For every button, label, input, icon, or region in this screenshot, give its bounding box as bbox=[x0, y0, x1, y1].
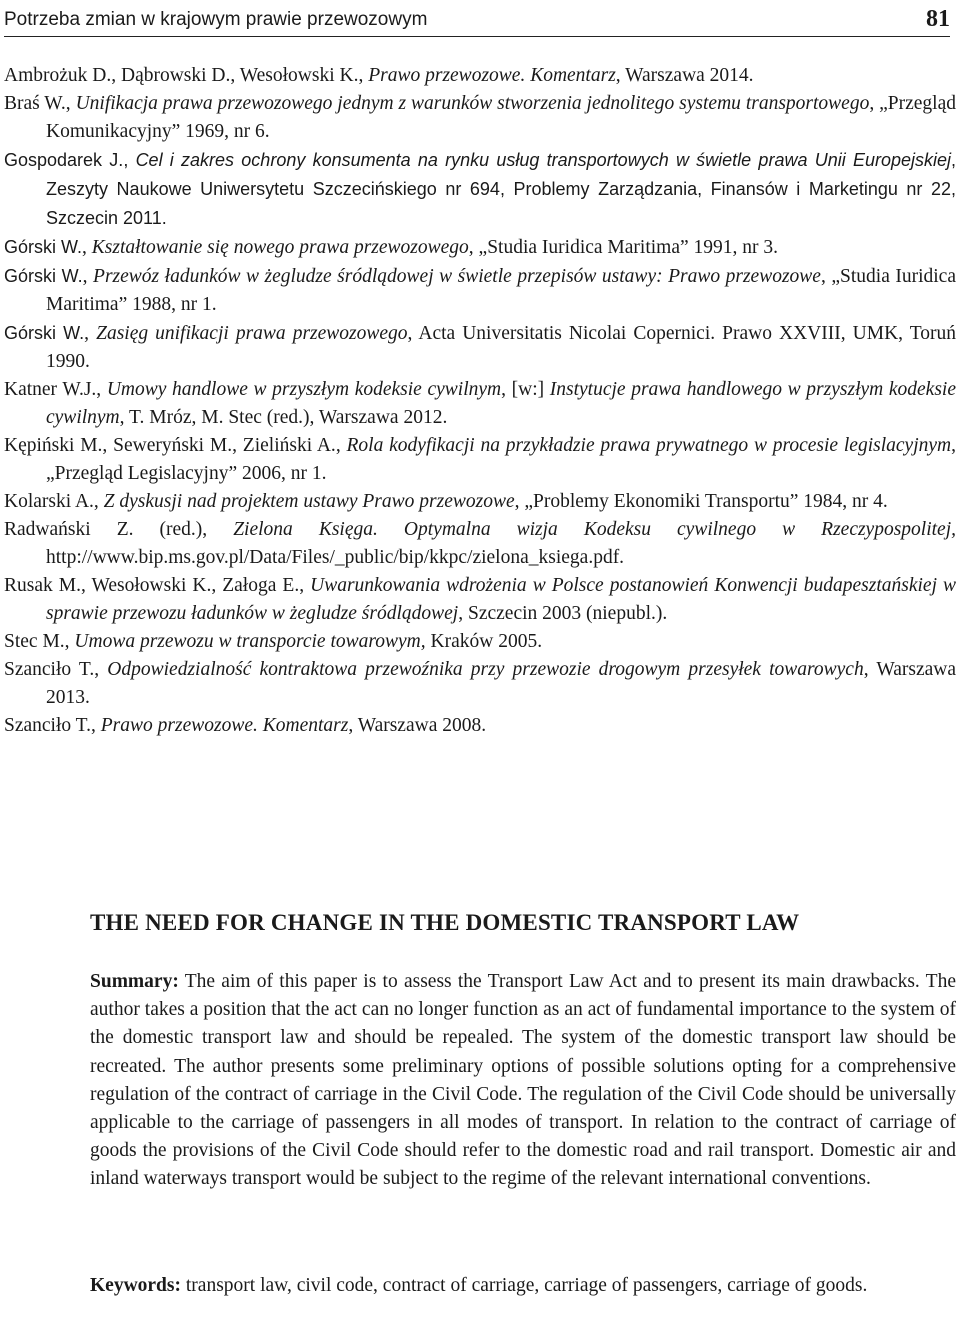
reference-item: Górski W., Zasięg unifikacji prawa przewozowego, Acta Universitatis Nicolai Copernici. Prawo XXVIII, UMK, Toruń 1990. bbox=[4, 323, 957, 372]
ref-author: Górski W. bbox=[4, 266, 83, 286]
reference-item: Gospodarek J., Cel i zakres ochrony konsumenta na rynku usług transportowych w świetle prawa Unii Europejskiej, Zeszyty Naukowe Uniwersytetu Szczecińskiego nr 694, Problemy Zarządzania, Finansów i Marketingu nr 22, Szczecin 2011. bbox=[4, 150, 957, 228]
reference-item: Stec M., Umowa przewozu w transporcie towarowym, Kraków 2005. bbox=[4, 631, 543, 652]
keywords-text: transport law, civil code, contract of carriage, carriage of passengers, carriage of goods. bbox=[181, 1275, 868, 1296]
reference-item: Radwański Z. (red.), Zielona Księga. Optymalna wizja Kodeksu cywilnego w Rzeczypospolitej, http://www.bip.ms.gov.pl/Data/Files/_public/bip/kkpc/zielona_ksiega.pdf. bbox=[4, 519, 957, 568]
abstract-title: THE NEED FOR CHANGE IN THE DOMESTIC TRANSPORT LAW bbox=[90, 910, 800, 935]
reference-item: Ambrożuk D., Dąbrowski D., Wesołowski K., Prawo przewozowe. Komentarz, Warszawa 2014. bbox=[4, 65, 754, 86]
ref-title: Umowy handlowe w przyszłym kodeksie cywilnym bbox=[106, 379, 502, 400]
ref-details: , „Studia Iuridica Maritima” 1991, nr 3. bbox=[468, 237, 779, 258]
ref-title: Cel i zakres ochrony konsumenta na rynku usług transportowych w świetle prawa Unii Europejskiej bbox=[135, 150, 951, 170]
ref-title: Kształtowanie się nowego prawa przewozowego bbox=[91, 237, 469, 258]
running-title: Potrzeba zmian w krajowym prawie przewozowym bbox=[4, 9, 428, 30]
ref-details: , Acta Universitatis Nicolai Copernici. Prawo XXVIII, UMK, Toruń 1990. bbox=[46, 323, 957, 372]
reference-item: Szanciło T., Odpowiedzialność kontraktowa przewoźnika przy przewozie drogowym przesyłek towarowych, Warszawa 2013. bbox=[4, 659, 956, 708]
bibliography-list bbox=[4, 62, 956, 740]
reference-item: Braś W., Unifikacja prawa przewozowego jednym z warunków stworzenia jednolitego systemu transportowego, „Przegląd Komunikacyjny” 1969, nr 6. bbox=[4, 93, 956, 142]
ref-details: , „Problemy Ekonomiki Transportu” 1984, nr 4. bbox=[514, 491, 888, 512]
ref-title: Z dyskusji nad projektem ustawy Prawo przewozowe bbox=[103, 491, 515, 512]
ref-details: , „Przegląd Legislacyjny” 2006, nr 1. bbox=[46, 435, 956, 484]
summary-text: The aim of this paper is to assess the Transport Law Act and to present its main drawbacks. The author takes a position that the act can no longer function as an act of fundamental importance to the system of the domestic transport law and should be repealed. The system of the domestic transport law should be recreated. The author presents some preliminary options of possible solutions opting for a comprehensive regulation of the contract of carriage in the Civil Code. The regulation of the Civil Code should be universally applicable to the carriage of passengers in all modes of transport. In relation to the contract of carriage of goods the provisions of the Civil Code should refer to the domestic road and rail transport. Domestic air and inland waterways transport would be subject to the regime of the relevant international conventions. bbox=[90, 971, 956, 1190]
ref-details: Kraków 2005. bbox=[425, 631, 543, 652]
reference-item: Kolarski A., Z dyskusji nad projektem ustawy Prawo przewozowe, „Problemy Ekonomiki Transportu” 1984, nr 4. bbox=[4, 491, 888, 512]
ref-author: Kępiński M., Seweryński M., Zieliński A. bbox=[4, 435, 336, 456]
abstract-summary bbox=[90, 968, 956, 1194]
ref-author: Gospodarek J. bbox=[4, 150, 124, 170]
ref-title: Prawo przewozowe. Komentarz bbox=[368, 65, 616, 86]
ref-author: Ambrożuk D., Dąbrowski D., Wesołowski K. bbox=[4, 65, 359, 86]
ref-title: Unifikacja prawa przewozowego jednym z warunków stworzenia jednolitego systemu transportowego bbox=[75, 93, 870, 114]
ref-title: Przewóz ładunków w żegludze śródlądowej w świetle przepisów ustawy: Prawo przewozowe bbox=[93, 266, 821, 287]
ref-title: Uwarunkowania wdrożenia w Polsce postanowień Konwencji budapesztańskiej w sprawie przewozu ładunków w żegludze śródlądowej bbox=[46, 575, 957, 624]
ref-details: , Szczecin 2003 (niepubl.). bbox=[458, 603, 668, 624]
ref-title: Odpowiedzialność kontraktowa przewoźnika przy przewozie drogowym przesyłek towarowych bbox=[107, 659, 864, 680]
reference-item: Górski W., Kształtowanie się nowego prawa przewozowego, „Studia Iuridica Maritima” 1991, nr 3. bbox=[4, 237, 779, 258]
ref-author: Stec M. bbox=[4, 631, 65, 652]
reference-item: Szanciło T., Prawo przewozowe. Komentarz, Warszawa 2008. bbox=[4, 715, 487, 736]
ref-title: Zasięg unifikacji prawa przewozowego bbox=[96, 323, 408, 344]
ref-author: Radwański Z. (red.) bbox=[4, 519, 203, 540]
ref-author: Szanciło T. bbox=[4, 715, 92, 736]
ref-details: , T. Mróz, M. Stec (red.), Warszawa 2012. bbox=[119, 407, 448, 428]
ref-author: Górski W. bbox=[4, 323, 85, 343]
running-header bbox=[4, 2, 950, 37]
summary-label: Summary: bbox=[90, 971, 179, 992]
reference-item: Rusak M., Wesołowski K., Załoga E., Uwarunkowania wdrożenia w Polsce postanowień Konwencji budapesztańskiej w sprawie przewozu ładunków w żegludze śródlądowej, Szczecin 2003 (niepubl.). bbox=[4, 575, 957, 624]
ref-author: Katner W.J. bbox=[4, 379, 97, 400]
ref-title: Zielona Księga. Optymalna wizja Kodeksu cywilnego w Rzeczypospolitej, bbox=[233, 519, 957, 540]
ref-book-title: Instytucje prawa handlowego w przyszłym kodeksie cywilnym bbox=[46, 379, 956, 428]
ref-author: Górski W. bbox=[4, 237, 83, 257]
page-number: 81 bbox=[926, 6, 950, 32]
reference-item: Kępiński M., Seweryński M., Zieliński A., Rola kodyfikacji na przykładzie prawa prywatnego w procesie legislacyjnym, „Przegląd Legislacyjny” 2006, nr 1. bbox=[4, 435, 956, 484]
ref-details: , Warszawa 2013. bbox=[46, 659, 956, 708]
ref-url: http://www.bip.ms.gov.pl/Data/Files/_public/bip/kkpc/zielona_ksiega.pdf. bbox=[46, 547, 625, 568]
ref-author: Kolarski A. bbox=[4, 491, 94, 512]
ref-details: , Warszawa 2014. bbox=[615, 65, 754, 86]
reference-item: Górski W., Przewóz ładunków w żegludze śródlądowej w świetle przepisów ustawy: Prawo przewozowe, „Studia Iuridica Maritima” 1988, nr 1. bbox=[4, 266, 956, 315]
ref-details: , Warszawa 2008. bbox=[348, 715, 487, 736]
ref-author: Szanciło T. bbox=[4, 659, 95, 680]
reference-item: Katner W.J., Umowy handlowe w przyszłym kodeksie cywilnym, [w:] Instytucje prawa handlowego w przyszłym kodeksie cywilnym, T. Mróz, M. Stec (red.), Warszawa 2012. bbox=[4, 379, 956, 428]
ref-details: , „Studia Iuridica Maritima” 1988, nr 1. bbox=[46, 266, 956, 315]
abstract-keywords bbox=[90, 1272, 956, 1300]
ref-title: Umowa przewozu w transporcie towarowym, bbox=[74, 631, 426, 652]
ref-details: , Zeszyty Naukowe Uniwersytetu Szczecińskiego nr 694, Problemy Zarządzania, Finansów i Marketingu nr 22, Szczecin 2011. bbox=[46, 150, 957, 228]
ref-title: Prawo przewozowe. Komentarz bbox=[100, 715, 349, 736]
keywords-label: Keywords: bbox=[90, 1275, 181, 1296]
ref-title: Rola kodyfikacji na przykładzie prawa prywatnego w procesie legislacyjnym bbox=[346, 435, 952, 456]
ref-author: Braś W. bbox=[4, 93, 66, 114]
ref-details: , „Przegląd Komunikacyjny” 1969, nr 6. bbox=[46, 93, 956, 142]
ref-author: Rusak M., Wesołowski K., Załoga E. bbox=[4, 575, 300, 596]
